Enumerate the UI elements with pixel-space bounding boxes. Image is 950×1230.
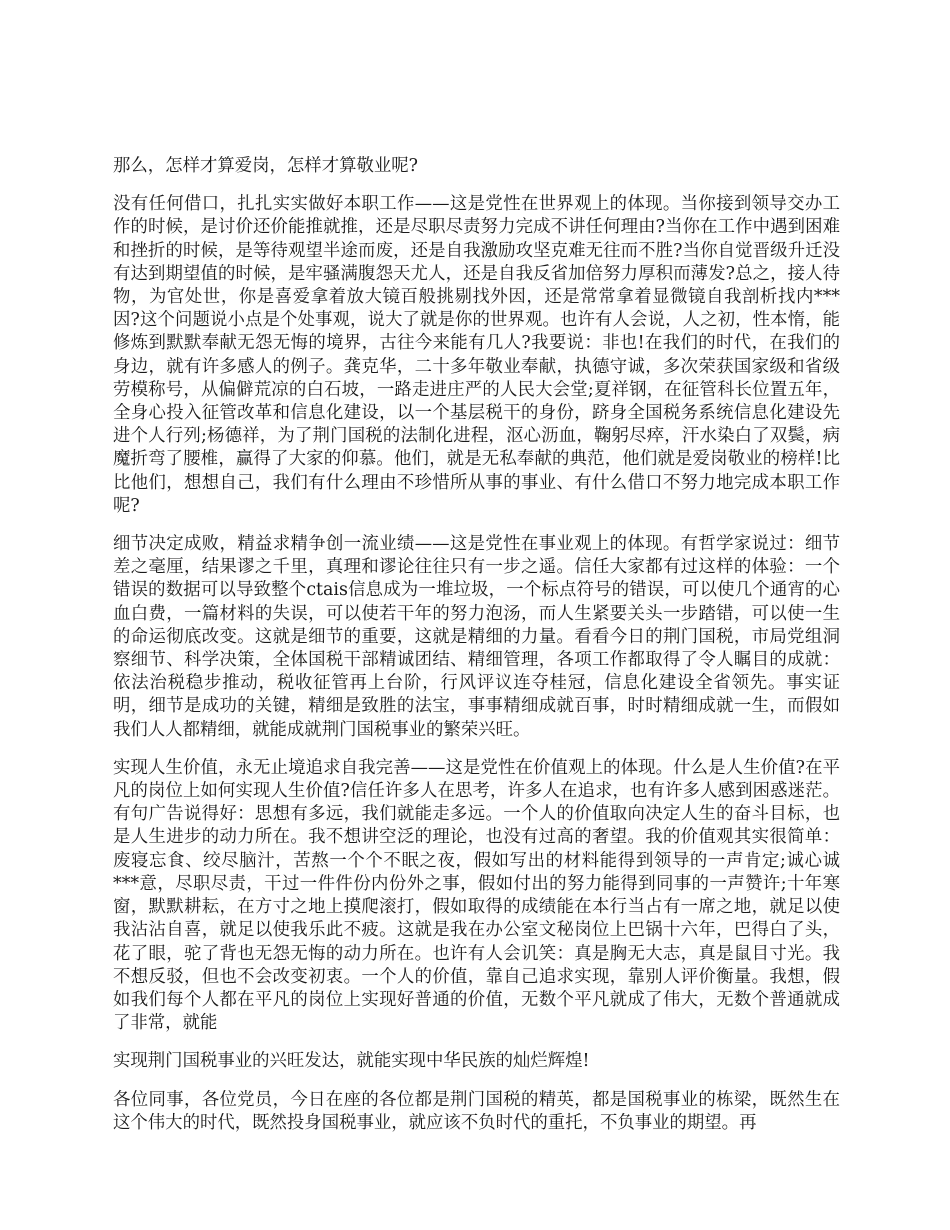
paragraph-career-view: 细节决定成败，精益求精争创一流业绩——这是党性在事业观上的体现。有哲学家说过：细节差之毫厘，结果谬之千里，真理和谬论往往只有一步之遥。信任大家都有过这样的体验：一个错误的数据可以导致整个ctais信息成为一堆垃圾，一个标点符号的错误，可以使几个通宵的心血白费，一篇材料的失误，可以使若干年的努力泡汤，而人生紧要关头一步踏错，可以使一生的命运彻底改变。这就是细节的重要，这就是精细的力量。看看今日的荆门国税，市局党组洞察细节、科学决策，全体国税干部精诚团结、精细管理，各项工作都取得了令人瞩目的成就：依法治税稳步推动，税收征管再上台阶，行风评议连夺桂冠，信息化建设全省领先。事实证明，细节是成功的关键，精细是致胜的法宝，事事精细成就百事，时时精细成就一生，而假如我们人人都精细，就能成就荆门国税事业的繁荣兴旺。 [113, 534, 840, 740]
document-page [113, 155, 840, 1150]
paragraph-closing: 各位同事，各位党员，今日在座的各位都是荆门国税的精英，都是国税事业的栋梁，既然生在这个伟大的时代，既然投身国税事业，就应该不负时代的重托，不负事业的期望。再 [113, 1089, 840, 1133]
paragraph-value-view: 实现人生价值，永无止境追求自我完善——这是党性在价值观上的体现。什么是人生价值?在平凡的岗位上如何实现人生价值?信任许多人在思考，许多人在追求，也有许多人感到困惑迷茫。有句广告说得好：思想有多远，我们就能走多远。一个人的价值取向决定人生的奋斗目标，也是人生进步的动力所在。我不想讲空泛的理论，也没有过高的奢望。我的价值观其实很简单：废寝忘食、绞尽脑汁，苦熬一个个不眠之夜，假如写出的材料能得到领导的一声肯定;诚心诚***意，尽职尽责，干过一件件份内份外之事，假如付出的努力能得到同事的一声赞许;十年寒窗，默默耕耘，在方寸之地上摸爬滚打，假如取得的成绩能在本行当占有一席之地，就足以使我沾沾自喜，就足以使我乐此不疲。这就是我在办公室文秘岗位上巴锅十六年，巴得白了头，花了眼，驼了背也无怨无悔的动力所在。也许有人会讥笑：真是胸无大志，真是鼠目寸光。我不想反驳，但也不会改变初衷。一个人的价值，靠自己追求实现，靠别人评价衡量。我想，假如我们每个人都在平凡的岗位上实现好普通的价值，无数个平凡就成了伟大，无数个普通就成了非常，就能 [113, 757, 840, 1034]
paragraph-worldview: 没有任何借口，扎扎实实做好本职工作——这是党性在世界观上的体现。当你接到领导交办工作的时候，是讨价还价能推就推，还是尽职尽责努力完成不讲任何理由?当你在工作中遇到困难和挫折的时候，是等待观望半途而废，还是自我激励攻坚克难无往而不胜?当你自觉晋级升迁没有达到期望值的时候，是牢骚满腹怨天尤人，还是自我反省加倍努力厚积而薄发?总之，接人待物，为官处世，你是喜爱拿着放大镜百般挑剔找外因，还是常常拿着显微镜自我剖析找内***因?这个问题说小点是个处事观，说大了就是你的世界观。也许有人会说，人之初，性本惰，能修炼到默默奉献无怨无悔的境界，古往今来能有几人?我要说：非也!在我们的时代，在我们的身边，就有许多感人的例子。龚克华，二十多年敬业奉献，执德守诚，多次荣获国家级和省级劳模称号，从偏僻荒凉的白石坡，一路走进庄严的人民大会堂;夏祥钢，在征管科长位置五年，全身心投入征管改革和信息化建设，以一个基层税干的身份，跻身全国税务系统信息化建设先进个人行列;杨德祥，为了荆门国税的法制化进程，沤心沥血，鞠躬尽瘁，汗水染白了双鬓，病魔折弯了腰椎，赢得了大家的仰慕。他们，就是无私奉献的典范，他们就是爱岗敬业的榜样!比比他们，想想自己，我们有什么理由不珍惜所从事的事业、有什么借口不努力地完成本职工作呢? [113, 194, 840, 516]
paragraph-prosperity: 实现荆门国税事业的兴旺发达，就能实现中华民族的灿烂辉煌! [113, 1051, 590, 1072]
paragraph-question: 那么，怎样才算爱岗，怎样才算敬业呢? [113, 156, 418, 176]
